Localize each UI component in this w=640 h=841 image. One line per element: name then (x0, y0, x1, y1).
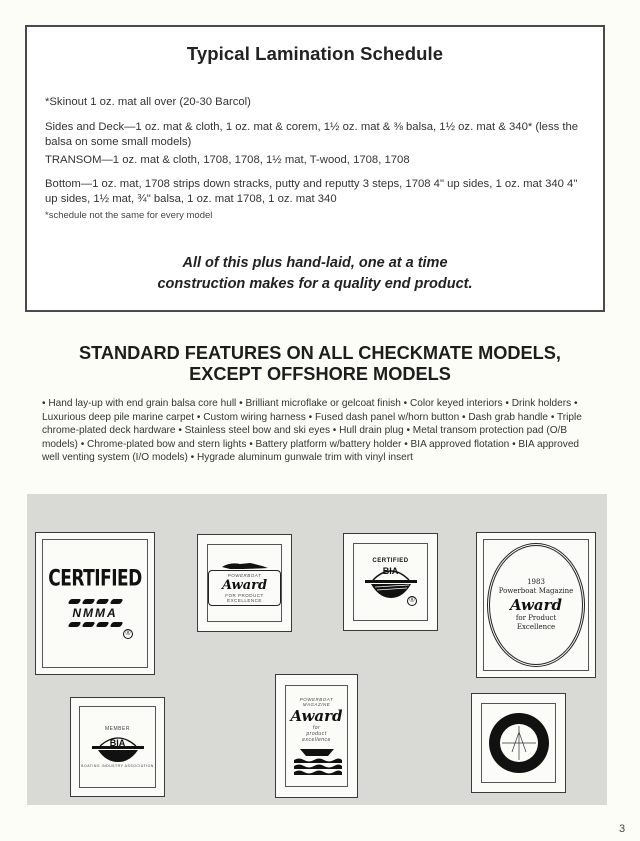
nmma-certified-label: CERTIFIED (48, 565, 142, 592)
closing-line-1: All of this plus hand-laid, one at a time (182, 255, 448, 271)
lamination-title: Typical Lamination Schedule (186, 43, 444, 64)
award-title: Award (509, 596, 563, 614)
bia-word: BIA (382, 566, 399, 576)
nmma-stripes-top-icon (69, 599, 122, 604)
nmma-stripes-bottom-icon (69, 622, 122, 627)
nmma-certified-badge (35, 532, 155, 675)
powerboat-award-badge (197, 534, 292, 632)
award-year: 1983 (527, 578, 545, 586)
boat-waves-icon (292, 747, 342, 775)
bia-word: BIA (109, 738, 126, 748)
award-title: Award (290, 707, 343, 725)
bia-member-subtext: BOATING INDUSTRY ASSOCIATION (81, 764, 154, 768)
registered-mark-icon: ® (123, 629, 133, 639)
powerboat-magazine-award-badge (275, 674, 358, 798)
lamination-schedule-box (25, 25, 605, 312)
bottom-text: Bottom—1 oz. mat, 1708 strips down stracks, putty and reputty 3 steps, 1708 4" up sides, 1 oz. mat 340 4" up sides, 1½ mat, ¾" balsa, 1 oz. mat 1708, 1 oz. mat 340 (45, 178, 578, 205)
award-for-product: for Product (515, 614, 557, 622)
award-brand: POWERBOAT MAGAZINE (299, 697, 334, 707)
page-number: 3 (619, 823, 626, 835)
abyc-ring-text (518, 743, 519, 744)
speedboat-icon (220, 560, 270, 570)
award-brand: POWERBOAT (227, 573, 262, 578)
closing-statement (27, 253, 603, 295)
transom-text: TRANSOM—1 oz. mat & cloth, 1708, 1708, 1½ mat, T-wood, 1708, 1708 (45, 154, 410, 166)
nmma-label: NMMA (72, 605, 118, 620)
bia-member-badge (70, 697, 165, 797)
award-title: Award (221, 578, 268, 593)
registered-mark-icon: ® (407, 596, 417, 606)
features-list: • Hand lay-up with end grain balsa core hull • Brilliant microflake or gelcoat finish • Color keyed interiors • Drink holders • Luxurious deep pile marine carpet • Custom wiring harness • Fused dash panel w/horn button • Dash grab handle • Triple chrome-plated deck hardware • Stainless steel bow and ski eyes • Hull drain plug • Metal transom protection pad (O/B models) • Chrome-plated bow and stern lights • Battery platform w/battery holder • BIA approved flotation • BIA approved well venting system (I/O models) • Hygrade aluminum gunwale trim with vinyl insert (42, 398, 582, 463)
sides-deck-text: Sides and Deck—1 oz. mat & cloth, 1 oz. mat & corem, 1½ oz. mat & ⅜ balsa, 1½ oz. mat & 340* (less the balsa on some small models) (45, 121, 579, 148)
bia-member-label: MEMBER (105, 726, 130, 732)
award-for: for (312, 725, 321, 731)
closing-line-2: construction makes for a quality end product. (157, 276, 473, 292)
award-excellence: Excellence (516, 623, 556, 631)
abyc-badge (471, 693, 566, 793)
skinout-text: *Skinout 1 oz. mat all over (20-30 Barcol) (45, 96, 251, 108)
award-medallion (487, 543, 585, 667)
schedule-note: *schedule not the same for every model (45, 210, 213, 221)
award-product: product (306, 731, 327, 737)
bia-certified-arc: CERTIFIED (372, 558, 409, 564)
award-subtitle: FOR PRODUCT EXCELLENCE (225, 593, 264, 603)
bia-certified-badge (343, 533, 438, 631)
features-heading-line-2: EXCEPT OFFSHORE MODELS (189, 364, 451, 384)
certification-badges-panel (27, 494, 607, 805)
features-heading-line-1: STANDARD FEATURES ON ALL CHECKMATE MODELS, (79, 343, 561, 363)
award-magazine: Powerboat Magazine (498, 587, 574, 595)
powerboat-1983-award-badge (476, 532, 596, 678)
award-frame (208, 570, 281, 606)
award-excellence: excellence (302, 737, 331, 743)
features-heading (0, 343, 640, 385)
